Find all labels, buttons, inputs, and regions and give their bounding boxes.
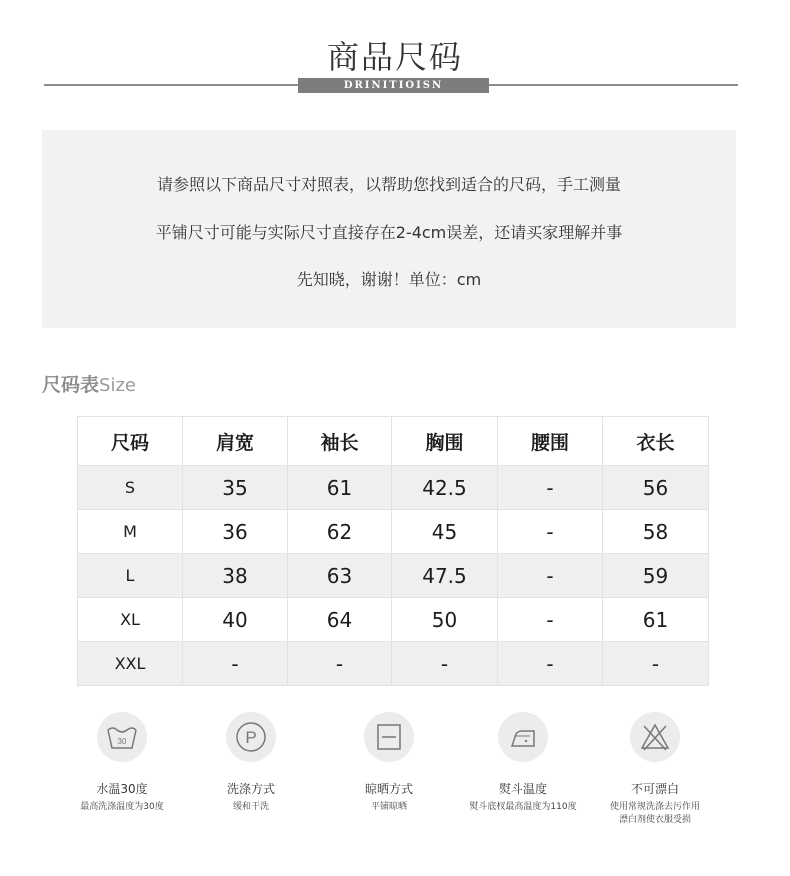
table-cell: XXL: [78, 642, 183, 686]
table-cell: 59: [603, 554, 709, 598]
table-cell: 50: [392, 598, 498, 642]
table-cell: M: [78, 510, 183, 554]
page-header: [0, 0, 790, 100]
table-cell: XL: [78, 598, 183, 642]
size-chart-heading-en: Size: [99, 375, 136, 396]
header-cell: 腰围: [498, 417, 603, 466]
table-cell: 38: [183, 554, 288, 598]
table-cell: -: [498, 510, 603, 554]
table-cell: 35: [183, 466, 288, 510]
subtitle-band: DRINITIOISN: [298, 78, 489, 93]
notice-line-3: 先知晓，谢谢！单位：cm: [296, 270, 482, 289]
table-cell: 61: [288, 466, 392, 510]
table-row: [78, 466, 709, 510]
table-cell: -: [498, 554, 603, 598]
dry-clean-icon: [226, 712, 276, 762]
care-name: 不可漂白: [630, 782, 679, 796]
table-cell: -: [288, 642, 392, 686]
header-cell: 袖长: [288, 417, 392, 466]
flat-dry-icon: [364, 712, 414, 762]
size-chart-heading: [42, 370, 136, 397]
table-cell: 40: [183, 598, 288, 642]
care-name: 熨斗温度: [498, 782, 547, 796]
care-desc: [171, 801, 331, 814]
table-cell: -: [498, 466, 603, 510]
size-chart-heading-cn: 尺码表: [42, 374, 100, 396]
table-cell: 45: [392, 510, 498, 554]
table-cell: -: [392, 642, 498, 686]
table-cell: 56: [603, 466, 709, 510]
notice-line-2: 平铺尺寸可能与实际尺寸直接存在2-4cm误差，还请买家理解并事: [155, 223, 623, 242]
care-item-bleach: [575, 712, 735, 827]
header-cell: 胸围: [392, 417, 498, 466]
table-cell: S: [78, 466, 183, 510]
care-item-dryclean: [171, 712, 331, 814]
table-cell: -: [498, 598, 603, 642]
care-desc: [575, 801, 735, 827]
table-cell: 47.5: [392, 554, 498, 598]
care-desc-line: 平铺晾晒: [370, 802, 407, 812]
table-cell: L: [78, 554, 183, 598]
dry-clean-label: P: [245, 728, 257, 747]
care-desc-line: 缓和干洗: [232, 802, 269, 812]
table-cell: 64: [288, 598, 392, 642]
table-cell: 36: [183, 510, 288, 554]
table-cell: 61: [603, 598, 709, 642]
table-cell: -: [498, 642, 603, 686]
wash-30-icon: [97, 712, 147, 762]
table-header-row: [78, 417, 709, 466]
size-table: [77, 416, 709, 686]
table-cell: -: [183, 642, 288, 686]
table-cell: 58: [603, 510, 709, 554]
no-bleach-icon: [630, 712, 680, 762]
header-cell: 肩宽: [183, 417, 288, 466]
care-name: 洗涤方式: [226, 782, 275, 796]
notice-box: [42, 130, 736, 328]
page-title: 商品尺码: [326, 38, 463, 76]
wash-temp-label: 30: [117, 737, 127, 746]
table-row: [78, 598, 709, 642]
care-name: 晾晒方式: [364, 782, 413, 796]
table-row: [78, 510, 709, 554]
care-name: 水温30度: [96, 782, 148, 796]
care-desc-line: 使用常规洗涤去污作用: [609, 802, 700, 812]
header-cell: 衣长: [603, 417, 709, 466]
header-cell: 尺码: [78, 417, 183, 466]
iron-icon: [498, 712, 548, 762]
table-cell: 42.5: [392, 466, 498, 510]
table-cell: 62: [288, 510, 392, 554]
care-desc-line: 最高洗涤温度为30度: [80, 802, 164, 812]
table-row: [78, 554, 709, 598]
care-desc-line: 漂白剂使衣服受损: [618, 815, 691, 825]
care-desc-line: 熨斗底杈最高温度为110度: [469, 802, 577, 812]
table-cell: 63: [288, 554, 392, 598]
table-row: [78, 642, 709, 686]
table-cell: -: [603, 642, 709, 686]
notice-line-1: 请参照以下商品尺寸对照表，以帮助您找到适合的尺码，手工测量: [156, 175, 621, 194]
